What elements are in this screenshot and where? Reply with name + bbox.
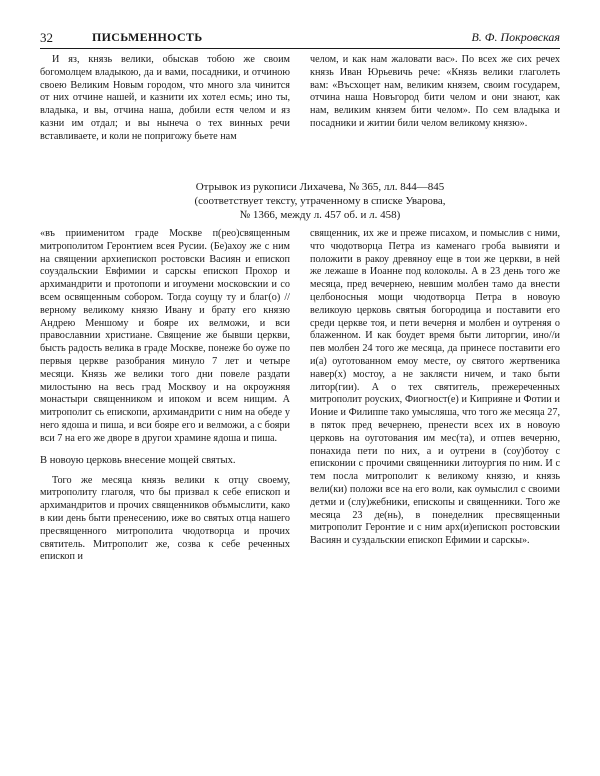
caption-line-1: Отрывок из рукописи Лихачева, № 365, лл. 844—845 [195, 181, 445, 193]
top-left-paragraph: И яз, князь велики, обыскав тобою же своим богомолцем владыкою, да и вами, посадники, и отчиною своею Великим Новым городом, что много зла чинится от них отчине нашей, и казнити их хотел есмь; ино ты, владыка, и вы, отчина наша, добили естя челом и яз казни им отдал; и вы нынеча о тех винных речи вставливаете, и коли не попригожу бьете нам [40, 54, 290, 142]
manuscript-caption [140, 180, 500, 222]
running-header [40, 28, 560, 49]
running-title: ПИСЬМЕННОСТЬ [92, 30, 203, 44]
running-author: В. Ф. Покровская [471, 30, 560, 44]
page-number: 32 [40, 30, 53, 45]
caption-line-2: (соответствует тексту, утраченному в списке Уварова, [194, 195, 446, 207]
main-left-column [40, 228, 290, 564]
main-left-paragraph-1: «въ приименитом граде Москве п(рео)священным митрополитом Геронтием всея Русии. (Бе)ахоу же с ним на священии архиепископ ростовски Васиян и епископ соуздальскии Евфимии и сарскы епископ Прохор и архимандрити и протопопи и игоумени московскии и со всем освященным собором. Тогда соущу ту и благ(о) // верному великому князю Ивану и брату его князю Андрею Меншому и бояре их велможи, и вси православнии христиане. Священие же бывши церкви, бысть радость велика в граде Москве, понеже бо оуже по первыя церкве разобрания минуло 7 лет и четыре месяци. Князь же велики того дни повеле раздати милостыню на весь град Москвоу и на окроужняя монастыри священником и ипоком и всем нищим. А митрополит сь епископи, архимандрити с ним на обеде у него ядоша и пиша, и вси бояре его и велможи, а с бояри вси 7 на его же дворе в другои храмине ядоша и пиша. [40, 228, 290, 444]
top-right-column [310, 54, 560, 131]
main-right-paragraph: священник, их же и преже писахом, и помыслив с ними, что чюдотворца Петра из каменаго гроба вывияти и положити в ракоу древяноу еще в тои же церкви, в ней же лежаше в Иоанне под колоколы. А в 23 день того же месяца, пред вечернею, невшим молбен тамо да внести целбоносныя мощи чюдотворца Петра в новоую великоую церковь святыя богородица и поставити его среди церкве тоя, и пети вечерня и молбен и оутреняя о блаженном. И как боудет время быти литоргии, ино//и пев молбен 24 того же месяца, да принесе поставити его и(а) оуготованном емоу месте, оу святого жертвеника навер(х) мостоу, а не заклясти ничем, и тако быти литор(гии). А о тех святитель, прежереченных митрополит роуских, Фиогност(е) и Киприяне и Фотии и Ионие и Филиппе тако умысляша, что того же месяца 27, в пяток пред вечернею, пренести всех их в новоую церковь на оуготования им мес(та), и отпев вечерню, понахида пети по них, а и оутрени в (соу)ботоу с еписконии с прочими священники литоургия по ним. И с тем посла митрополит к великому князю, и князь вели(ки) положи все на его воли, как оумыслил с своими детми и (слу)жебники, епископы и священники. Того же месяца 23 де(нь), в понеделник пресвященныи митрополит Геронтие и с ним арх(и)епископ ростовскии Васиян и суздальскии епископ Ефимии и сарскы». [310, 228, 560, 547]
caption-line-3: № 1366, между л. 457 об. и л. 458) [239, 209, 401, 221]
top-left-column [40, 54, 290, 144]
top-right-paragraph: челом, и как нам жаловати вас». По всех же сих речех князь Иван Юрьевичь рече: «Князь велики глаголеть вам: «Въсхощет нам, великим князем, своим государем, отчина наша Новъгород бити челом и они знают, как нам, великим князем бити челом». По сем владыка и посадники и житии били челом великому князю». [310, 54, 560, 129]
section-heading: В новоую церковь внесение мощей святых. [40, 454, 236, 466]
main-right-column [310, 228, 560, 548]
main-left-paragraph-2: Того же месяца князь велики к отцу своему, митрополиту глаголя, что бы призвал к себе епископ и архимандритов и прочих священников объмыслити, како в кии день быти пренесению, иже во святых отца нашего пресвященного митрополита чюдотворца и прочих святитель. Митрополит же, созва к себе реченных епископ и [40, 474, 290, 563]
